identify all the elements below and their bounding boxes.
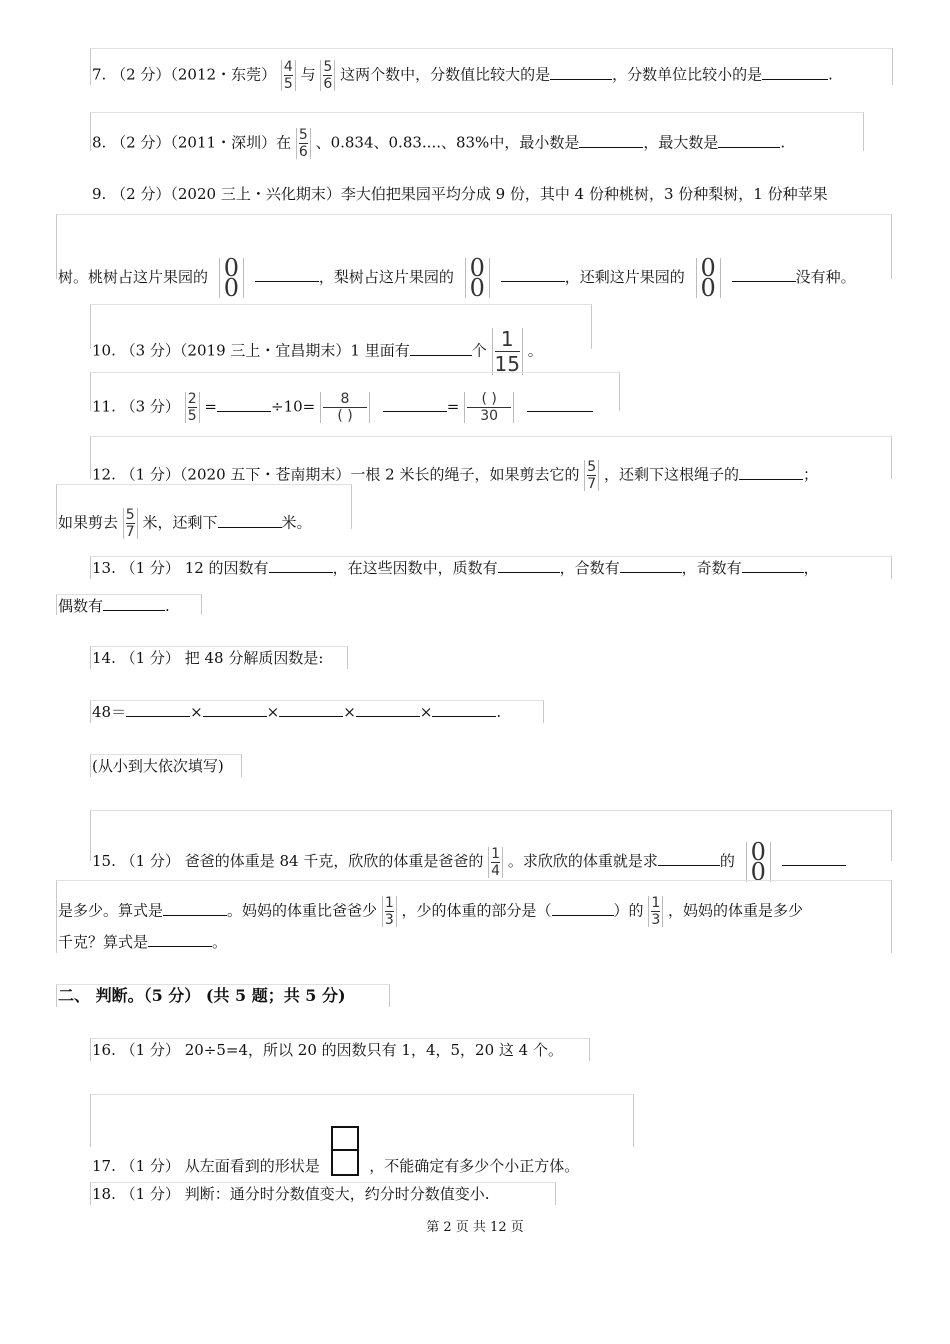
question-9-line1: 9. （2 分）（2020 三上・兴化期末）李大伯把果园平均分成 9 份，其中 4 份种桃树，3 份种梨树，1 份种苹果 (92, 185, 828, 203)
answer-blank[interactable] (658, 865, 720, 866)
answer-blank[interactable] (103, 610, 165, 611)
question-7: 7. （2 分）（2012・东莞） $\frac{4}{5}$ 与 $\frac{5}{6}$ 这两个数中，分数值比较大的是 ，分数单位比较小的是 . (92, 59, 833, 92)
question-10: 10. （3 分）（2019 三上・宜昌期末）1 里面有 个 $\frac{1}{15}$ 。 (92, 327, 543, 376)
question-14-note: (从小到大依次填写) (92, 757, 224, 775)
answer-blank[interactable] (620, 572, 682, 573)
question-15-line3: 千克？算式是 。 (58, 933, 228, 951)
question-14-equation: 48＝ × × × × . (92, 703, 502, 721)
placeholder-fraction: 0 0 (746, 842, 771, 882)
fraction: $\frac{4}{5}$ (281, 60, 296, 91)
question-15-line1: 15. （1 分） 爸爸的体重是 84 千克，欣欣的体重是爸爸的 $\frac{1}{4}$ 。求欣欣的体重就是求 的 0 0 (92, 842, 846, 882)
question-13-line2: 偶数有 . (58, 597, 170, 615)
question-15-line2: 是多少。算式是 。妈妈的体重比爸爸少 $\frac{1}{3}$ ，少的体重的部分是（ ）的 $\frac{1}{3}$ ，妈妈的体重是多少 (58, 895, 804, 928)
answer-blank[interactable] (742, 572, 804, 573)
question-12-line1: 12. （1 分）（2020 五下・苍南期末）一根 2 米长的绳子，如果剪去它的 $\frac{5}{7}$ ，还剩下这根绳子的 ； (92, 459, 818, 492)
placeholder-fraction: 0 0 (696, 258, 721, 298)
answer-blank[interactable] (739, 479, 803, 480)
answer-blank[interactable] (718, 147, 780, 148)
answer-blank[interactable] (550, 79, 612, 80)
fraction: $\frac{1}{3}$ (382, 896, 397, 927)
answer-blank[interactable] (501, 281, 565, 282)
answer-blank[interactable] (782, 865, 846, 866)
fraction: $\frac{5}{6}$ (296, 128, 311, 159)
fraction: $\frac{8}{( )}$ (320, 392, 370, 423)
question-18: 18. （1 分） 判断：通分时分数值变大，约分时分数值变小. (92, 1185, 490, 1203)
section-2-heading: 二、 判断。（5 分） (共 5 题；共 5 分) (58, 986, 346, 1005)
question-9-line2: 树。桃树占这片果园的 0 0 ，梨树占这片果园的 0 0 ，还剩这片果园的 0 0 没有种。 (58, 254, 856, 302)
fraction: $\frac{1}{3}$ (648, 896, 663, 927)
question-17: 17. （1 分） 从左面看到的形状是 ，不能确定有多少个小正方体。 (92, 1126, 579, 1176)
page-footer: 第 2 页 共 12 页 (426, 1220, 524, 1235)
fraction: $\frac{( )}{30}$ (464, 392, 514, 423)
fraction: $\frac{5}{7}$ (584, 460, 599, 491)
answer-blank[interactable] (762, 79, 828, 80)
answer-blank[interactable] (552, 915, 614, 916)
question-8: 8. （2 分）（2011・深圳）在 $\frac{5}{6}$ 、0.834、0.83....、83%中，最小数是 ，最大数是 . (92, 127, 786, 160)
answer-blank[interactable] (217, 411, 271, 412)
fraction: $\frac{5}{7}$ (123, 508, 138, 539)
answer-blank[interactable] (410, 355, 472, 356)
answer-blank[interactable] (732, 281, 796, 282)
answer-blank[interactable] (432, 716, 496, 717)
answer-blank[interactable] (383, 411, 447, 412)
answer-blank[interactable] (163, 915, 227, 916)
left-view-shape-icon (331, 1126, 359, 1176)
fraction: $\frac{1}{4}$ (488, 847, 503, 878)
answer-blank[interactable] (218, 527, 282, 528)
fraction: $\frac{5}{6}$ (320, 60, 335, 91)
question-16: 16. （1 分） 20÷5=4，所以 20 的因数只有 1，4，5，20 这 4 个。 (92, 1041, 563, 1059)
placeholder-fraction: 0 0 (219, 258, 244, 298)
answer-blank[interactable] (579, 147, 643, 148)
question-11: 11. （3 分） $\frac{2}{5}$ = ÷10= $\frac{8}{( )}$ = $\frac{( )}{30}$ (92, 392, 593, 423)
answer-blank[interactable] (255, 281, 319, 282)
answer-blank[interactable] (279, 716, 343, 717)
answer-blank[interactable] (356, 716, 420, 717)
answer-blank[interactable] (148, 946, 212, 947)
answer-blank[interactable] (203, 716, 267, 717)
answer-blank[interactable] (498, 572, 560, 573)
placeholder-fraction: 0 0 (465, 258, 490, 298)
fraction: $\frac{2}{5}$ (185, 392, 200, 423)
question-14: 14. （1 分） 把 48 分解质因数是: (92, 649, 324, 667)
answer-blank[interactable] (269, 572, 333, 573)
fraction: $\frac{1}{15}$ (492, 328, 523, 375)
question-12-line2: 如果剪去 $\frac{5}{7}$ 米，还剩下 米。 (58, 507, 312, 540)
question-13-line1: 13. （1 分） 12 的因数有 ，在这些因数中，质数有 ，合数有 ，奇数有 ， (92, 559, 819, 577)
answer-blank[interactable] (527, 411, 593, 412)
answer-blank[interactable] (126, 716, 190, 717)
